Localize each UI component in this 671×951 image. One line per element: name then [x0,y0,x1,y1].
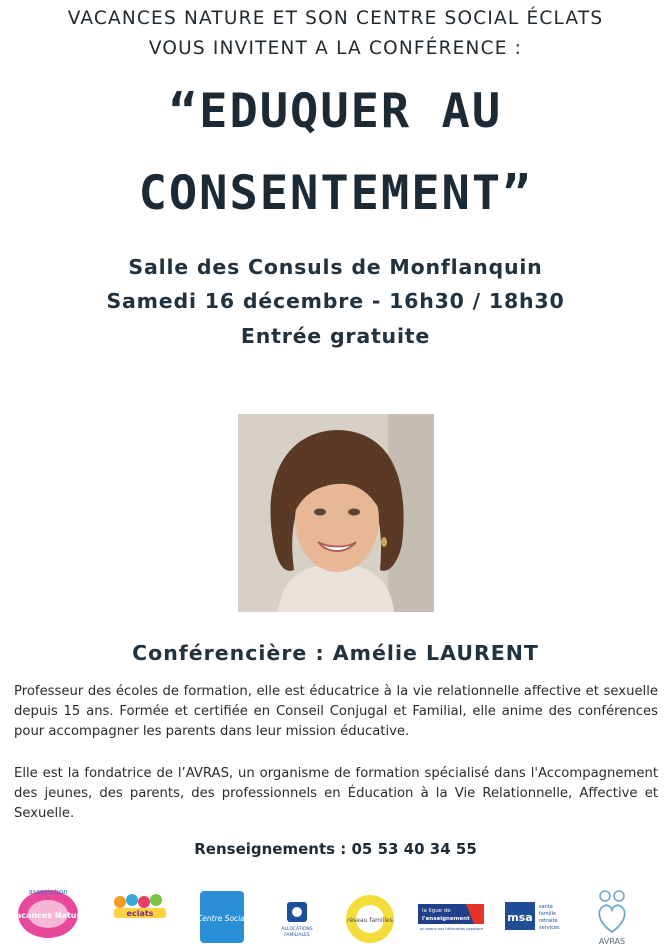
ligue-line-1: la ligue de [422,908,451,914]
eclats-label: eclats [126,909,154,918]
header-line-2: VOUS INVITENT A LA CONFÉRENCE : [148,38,523,59]
avras-label: AVRAS [598,937,626,946]
msa-tag-2: famille [539,911,556,917]
msa-logo [505,900,571,934]
centre-social-logo [197,891,247,943]
header-line-1: VACANCES NATURE ET SON CENTRE SOCIAL ÉCLATS [67,8,604,29]
vacances-nature-logo [10,880,86,942]
reseau-familles-label: réseau familles [347,917,393,924]
event-venue: Salle des Consuls de Monflanquin [128,255,543,279]
caf-line-1: ALLOCATIONS [281,927,313,932]
contact-info: Renseignements : 05 53 40 34 55 [194,840,477,858]
title-line-1: “EDUQUER AU [168,84,503,139]
speaker-name: Conférencière : Amélie LAURENT [132,641,539,665]
centre-social-label: Centre Social [197,914,247,923]
speaker-photo [238,414,434,612]
msa-tag-4: services [539,925,560,931]
bio-paragraph-1: Professeur des écoles de formation, elle est éducatrice à la vie relationnelle affective et sexuelle depuis 15 ans. Formée et certifiée en Conseil Conjugal et Familial, elle anime des conférences pour accompagner les parents dans leur mission éducative. [14,684,658,739]
eclats-logo [112,892,168,922]
msa-tag-3: retraite [539,918,558,924]
avras-logo [592,888,632,946]
msa-label: msa [507,911,533,924]
event-price: Entrée gratuite [240,324,431,348]
vacances-nature-label: Vacances Nature [10,911,86,920]
caf-line-2: FAMILIALES [284,933,310,938]
event-datetime: Samedi 16 décembre - 16h30 / 18h30 [106,289,565,313]
title-line-2: CONSENTEMENT” [138,166,533,221]
reseau-familles-logo [344,893,396,945]
caf-logo [278,900,316,940]
vacances-nature-top: association [28,888,68,896]
bio-paragraph-2: Elle est la fondatrice de l’AVRAS, un organisme de formation spécialisé dans l'Accompagnement des jeunes, des parents, des professionnels en Éducation à la Vie Relationnelle, Affective et Sexuelle. [14,766,658,821]
ligue-enseignement-logo [418,904,484,932]
speaker-portrait [238,414,434,612]
msa-tag-1: santé [539,904,553,910]
ligue-line-2: l'enseignement [422,916,470,922]
ligue-tagline: un avenir par l'éducation populaire [420,927,484,931]
